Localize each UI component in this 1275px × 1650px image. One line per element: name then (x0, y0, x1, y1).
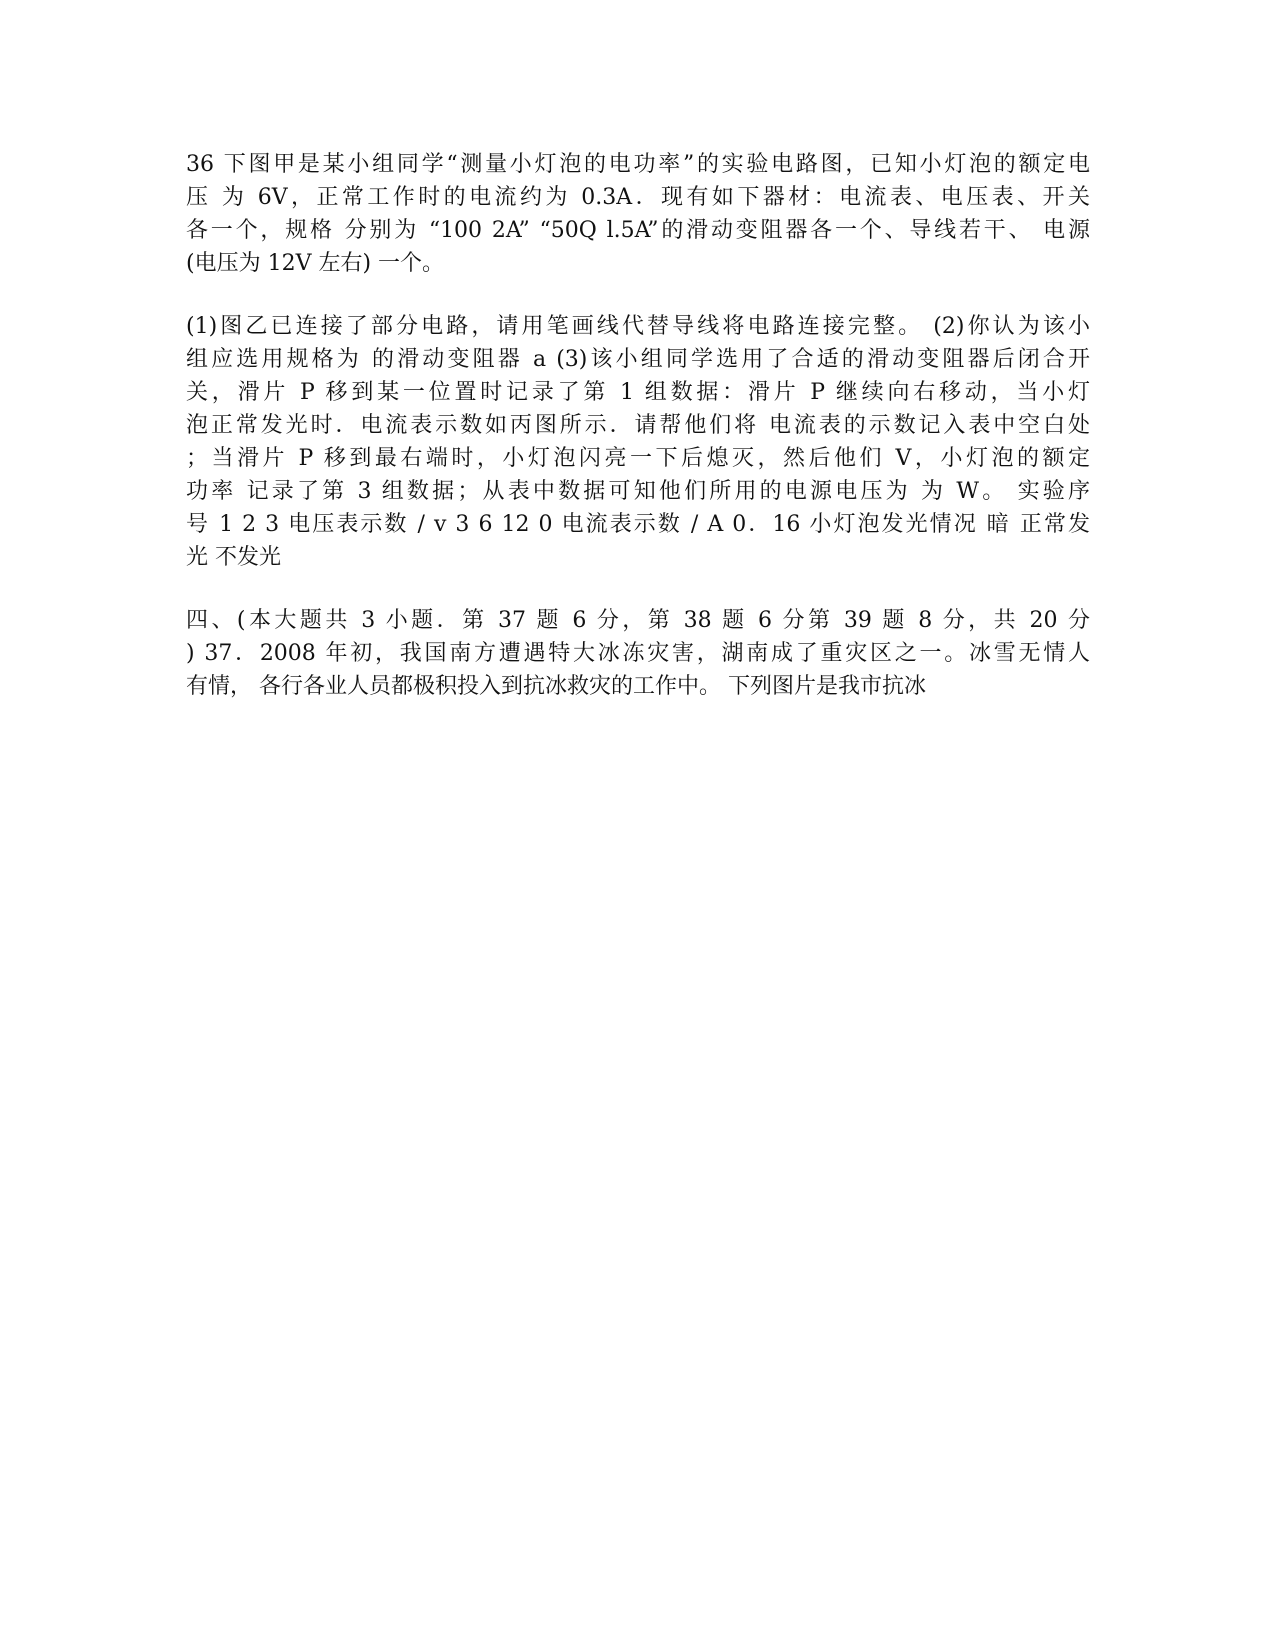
text-line: 有情， 各行各业人员都极积投入到抗冰救灾的工作中。 下列图片是我市抗冰 (186, 674, 926, 699)
text-line: (1)图乙已连接了部分电路，请用笔画线代替导线将电路连接完整。 (2)你认为该小 (186, 314, 1090, 339)
text-line: 组应选用规格为 的滑动变阻器 a (3)该小组同学选用了合适的滑动变阻器后闭合开 (186, 347, 1090, 372)
paragraph-section-four (186, 604, 1090, 703)
text-line: 四、(本大题共 3 小题．第 37 题 6 分，第 38 题 6 分第 39 题 8 分，共 20 分 (186, 608, 1090, 633)
text-line: 关，滑片 P 移到某一位置时记录了第 1 组数据：滑片 P 继续向右移动，当小灯 (186, 380, 1090, 405)
text-line: ) 37．2008 年初，我国南方遭遇特大冰冻灾害，湖南成了重灾区之一。冰雪无情人 (186, 641, 1090, 666)
text-line: 号 1 2 3 电压表示数 / v 3 6 12 0 电流表示数 / A 0．16 小灯泡发光情况 暗 正常发 (186, 512, 1090, 537)
paragraph-question-36-intro (186, 148, 1090, 280)
text-line: (电压为 12V 左右) 一个。 (186, 251, 445, 276)
text-line: 泡正常发光时．电流表示数如丙图所示．请帮他们将 电流表的示数记入表中空白处 (186, 413, 1090, 438)
text-line: 压 为 6V，正常工作时的电流约为 0.3A．现有如下器材：电流表、电压表、开关 (186, 185, 1090, 210)
text-line: ；当滑片 P 移到最右端时，小灯泡闪亮一下后熄灭，然后他们 V，小灯泡的额定 (186, 446, 1090, 471)
text-line: 光 不发光 (186, 545, 281, 570)
text-line: 36 下图甲是某小组同学“测量小灯泡的电功率”的实验电路图，已知小灯泡的额定电 (186, 152, 1090, 177)
paragraph-question-36-subquestions (186, 310, 1090, 574)
document-body (186, 148, 1090, 733)
text-line: 各一个，规格 分别为 “100 2A” “50Q l.5A”的滑动变阻器各一个、导线若干、 电源 (186, 218, 1090, 243)
text-line: 功率 记录了第 3 组数据；从表中数据可知他们所用的电源电压为 为 W。 实验序 (186, 479, 1090, 504)
